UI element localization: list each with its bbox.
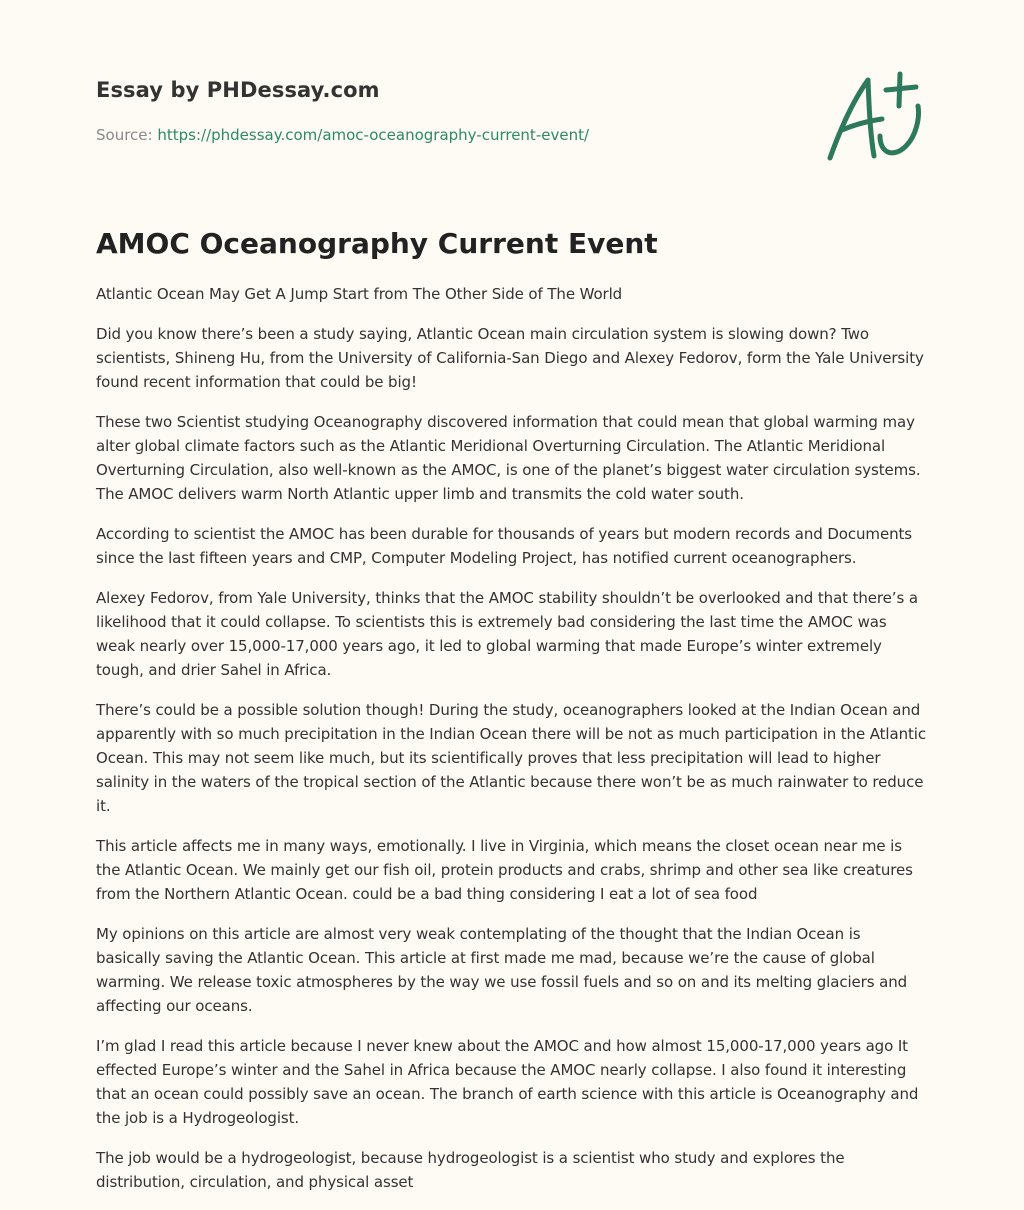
article-paragraph: These two Scientist studying Oceanography discovered information that could mean that global warming may alter global climate factors such as the Atlantic Meridional Overturning Circulation. The Atlantic Meridional Overturning Circulation, also well-known as the AMOC, is one of the planet’s biggest water circulation systems. The AMOC delivers warm North Atlantic upper limb and transmits the cold water south. [96,413,921,503]
article-paragraph: I’m glad I read this article because I never knew about the AMOC and how almost 15,000-17,000 years ago It effected Europe’s winter and the Sahel in Africa because the AMOC nearly collapse. I also found it interesting that an ocean could possibly save an ocean. The branch of earth science with this article is Oceanography and the job is a Hydrogeologist. [96,1037,919,1127]
article-paragraph: Alexey Fedorov, from Yale University, thinks that the AMOC stability shouldn’t be overlooked and that there’s a likelihood that it could collapse. To scientists this is extremely bad considering the last time the AMOC was weak nearly over 15,000-17,000 years ago, it led to global warming that made Europe’s winter extremely tough, and drier Sahel in Africa. [96,589,918,679]
site-brand: Essay by PHDessay.com [96,78,380,102]
source-label: Source: [96,126,153,144]
article-paragraph: There’s could be a possible solution though! During the study, oceanographers looked at the Indian Ocean and apparently with so much precipitation in the Indian Ocean there will be not as much participation in the Atlantic Ocean. This may not seem like much, but its scientifically proves that less precipitation will lead to higher salinity in the waters of the tropical section of the Atlantic because there won’t be as much rainwater to reduce it. [96,701,926,815]
article-paragraph: My opinions on this article are almost very weak contemplating of the thought that the Indian Ocean is basically saving the Atlantic Ocean. This article at first made me mad, because we’re the cause of global warming. We release toxic atmospheres by the way we use fossil fuels and so on and its melting glaciers and affecting our oceans. [96,925,908,1015]
source-link[interactable]: https://phdessay.com/amoc-oceanography-current-event/ [157,126,590,144]
source-line [96,124,796,146]
a-plus-logo-icon [822,66,928,166]
article [96,224,928,1210]
article-paragraph: The job would be a hydrogeologist, because hydrogeologist is a scientist who study and explores the distribution, circulation, and physical asset [96,1149,845,1191]
article-subtitle: Atlantic Ocean May Get A Jump Start from The Other Side of The World [96,285,623,303]
article-paragraph: Did you know there’s been a study saying, Atlantic Ocean main circulation system is slowing down? Two scientists, Shineng Hu, from the University of California-San Diego and Alexey Fedorov, form the Yale University found recent information that could be big! [96,325,924,391]
page-header [96,74,796,146]
article-paragraph: This article affects me in many ways, emotionally. I live in Virginia, which means the closet ocean near me is the Atlantic Ocean. We mainly get our fish oil, protein products and crabs, shrimp and other sea like creatures from the Northern Atlantic Ocean. could be a bad thing considering I eat a lot of sea food [96,837,913,903]
article-title: AMOC Oceanography Current Event [96,227,658,260]
article-paragraph: According to scientist the AMOC has been durable for thousands of years but modern records and Documents since the last fifteen years and CMP, Computer Modeling Project, has notified current oceanographers. [96,525,912,567]
